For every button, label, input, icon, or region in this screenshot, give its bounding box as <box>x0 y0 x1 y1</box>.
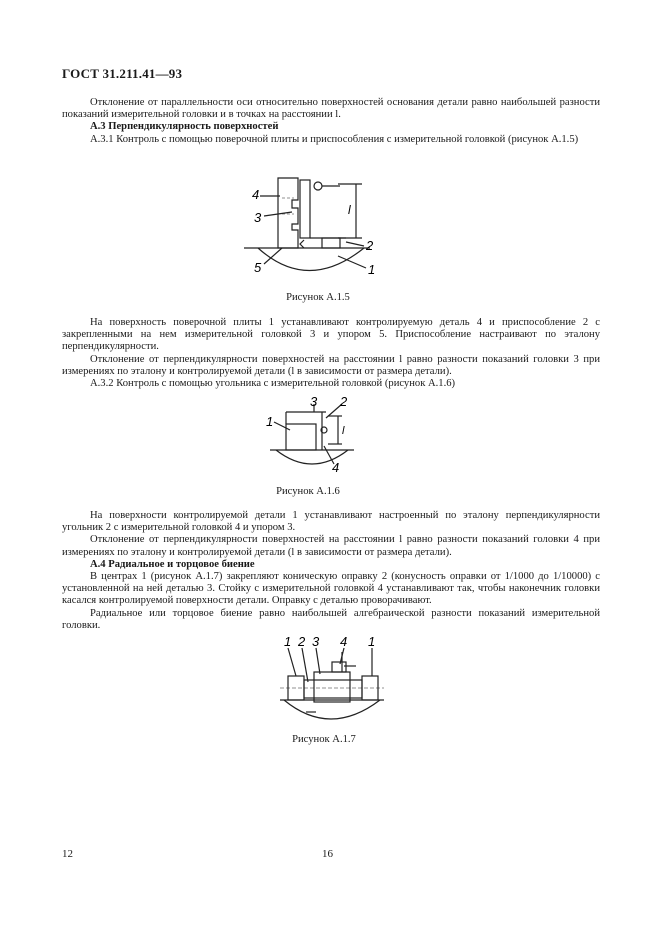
document-code: ГОСТ 31.211.41—93 <box>62 66 183 81</box>
text-block-3 <box>62 510 600 632</box>
figure-a16-drawing <box>262 394 362 478</box>
fig-a17-label-2: 2 <box>298 634 306 649</box>
heading-a3: А.3 Перпендикулярность поверхностей <box>90 121 279 133</box>
fig-a16-label-3: 3 <box>310 394 318 409</box>
text-block-1 <box>62 97 600 146</box>
fig-a15-label-2: 2 <box>366 238 374 253</box>
fig-a17-label-3: 3 <box>312 634 320 649</box>
footer-page-center: 16 <box>322 848 333 860</box>
figure-a17-caption: Рисунок А.1.7 <box>292 734 356 745</box>
fig-a15-label-1: 1 <box>368 262 376 277</box>
fig-a17-label-4: 4 <box>340 634 348 649</box>
fig-a16-label-4: 4 <box>332 460 340 475</box>
fig-a15-label-l: l <box>348 203 351 217</box>
fig-a15-label-4: 4 <box>252 187 260 202</box>
footer-page-left: 12 <box>62 848 73 860</box>
fig-a15-label-5: 5 <box>254 260 262 275</box>
paragraph-plate-setup: На поверхность поверочной плиты 1 устанавливают контролируемую деталь 4 и приспособление 2 с закрепленными на нем измерительной головкой 3 и упором 5. Приспособление настраивают по эталону перпендикулярности. <box>62 317 600 353</box>
paragraph-a31: А.3.1 Контроль с помощью поверочной плиты и приспособления с измерительной головкой (рисунок А.1.5) <box>90 133 579 145</box>
text-block-2 <box>62 317 600 390</box>
fig-a16-label-1: 1 <box>266 414 274 429</box>
paragraph-runout-definition: Радиальное или торцовое биение равно наибольшей алгебраической разности показаний измерительной головки. <box>62 607 600 631</box>
figure-a17-drawing <box>268 632 392 728</box>
fig-a16-label-l: l <box>342 425 345 437</box>
fig-a17-label-1-left: 1 <box>284 634 292 649</box>
fig-a16-label-2: 2 <box>340 394 348 409</box>
paragraph-parallelism: Отклонение от параллельности оси относительно поверхностей основания детали равно наибольшей разности показаний измерительной головки и в точках на расстоянии l. <box>62 97 600 121</box>
figure-a15-caption: Рисунок А.1.5 <box>286 292 350 303</box>
paragraph-runout-setup: В центрах 1 (рисунок А.1.7) закрепляют коническую оправку 2 (конусность оправки от 1/1000 до 1/10000) с установленной на ней деталью 3. Стойку с измерительной головкой 4 устанавливают так, чтобы наконечник головки касался контролируемой поверхности детали. Оправку с деталью проворачивают. <box>62 571 600 607</box>
fig-a15-label-3: 3 <box>254 210 262 225</box>
paragraph-square-setup: На поверхности контролируемой детали 1 устанавливают настроенный по эталону перпендикулярности угольник 2 с измерительной головкой 4 и упором 3. <box>62 510 600 534</box>
figure-a15-drawing <box>238 168 388 280</box>
heading-a4: А.4 Радиальное и торцовое биение <box>90 558 255 570</box>
paragraph-perpendicularity-deviation-2: Отклонение от перпендикулярности поверхностей на расстоянии l равно разности показаний головки 4 при измерениях по эталону и контролируемой детали (l в зависимости от размера детали). <box>62 534 600 558</box>
paragraph-a32: А.3.2 Контроль с помощью угольника с измерительной головкой (рисунок А.1.6) <box>90 378 456 390</box>
figure-a16-caption: Рисунок А.1.6 <box>276 486 340 497</box>
paragraph-perpendicularity-deviation-1: Отклонение от перпендикулярности поверхностей на расстоянии l равно разности показаний головки 3 при измерениях по эталону и контролируемой детали (l в зависимости от размера детали). <box>62 353 600 377</box>
fig-a17-label-1-right: 1 <box>368 634 376 649</box>
